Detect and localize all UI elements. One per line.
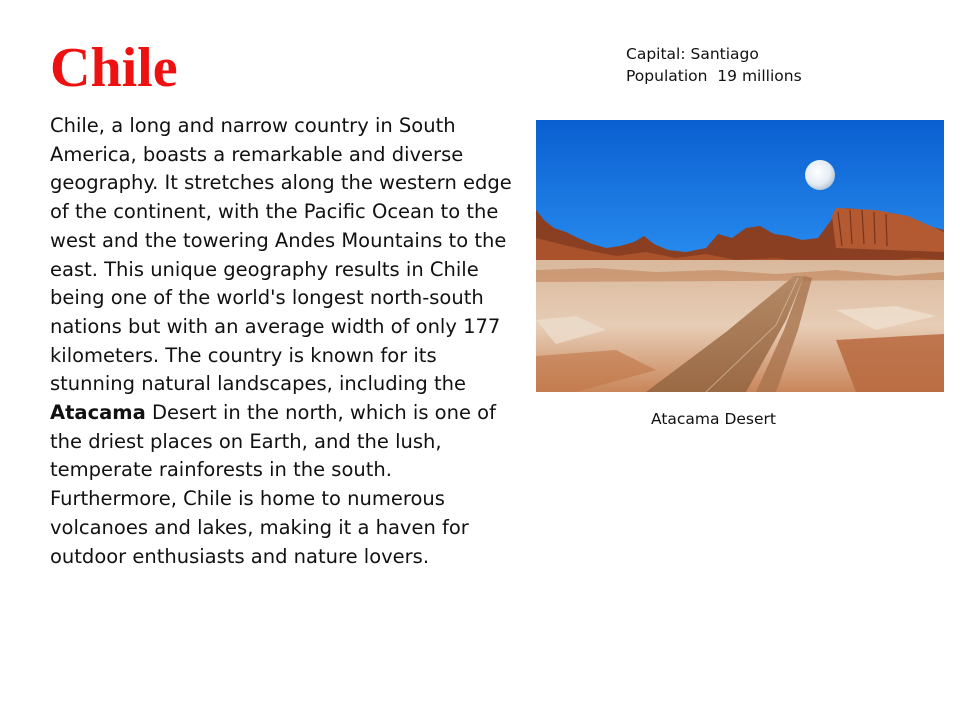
- capital-line: Capital: Santiago: [626, 45, 759, 63]
- slide-title: Chile: [50, 37, 178, 99]
- country-facts: [626, 44, 802, 87]
- atacama-emphasis: Atacama: [50, 401, 146, 425]
- description-text-part1: Chile, a long and narrow country in South America, boasts a remarkable and diverse geography. It stretches along the western edge of the continent, with the Pacific Ocean to the west and the towering Andes Mountains to the east. This unique geography results in Chile being one of the world's longest north-south nations but with an average width of only 177 kilometers. The country is known for its stunning natural landscapes, including the: [50, 114, 512, 396]
- population-line: Population 19 millions: [626, 66, 802, 85]
- atacama-desert-photo: [536, 120, 944, 392]
- photo-caption: Atacama Desert: [651, 410, 776, 428]
- description-paragraph: [50, 112, 520, 571]
- description-text-part2: Desert in the north, which is one of the driest places on Earth, and the lush, temperate rainforests in the south. Furthermore, Chile is home to numerous volcanoes and lakes, making it a haven for outdoor enthusiasts and nature lovers.: [50, 401, 496, 568]
